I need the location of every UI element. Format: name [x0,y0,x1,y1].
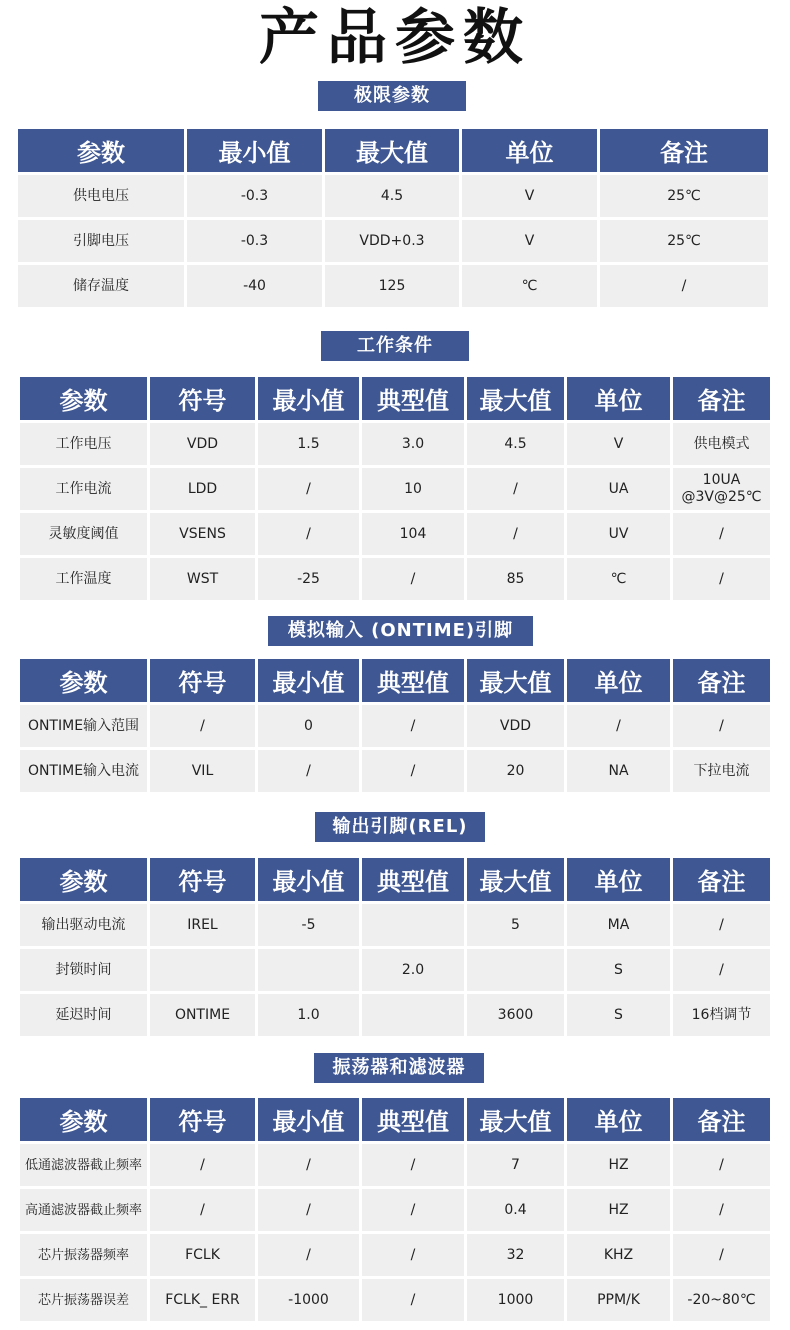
table-cell [362,994,464,1036]
spec-table [17,1095,773,1324]
table-cell: 低通滤波器截止频率 [20,1144,147,1186]
table-cell: VSENS [150,513,255,555]
column-header: 单位 [567,377,670,420]
table-cell: 工作电流 [20,468,147,510]
table-cell: -1000 [258,1279,359,1321]
page-title: 产品参数 [259,3,531,73]
table-cell: 1.0 [258,994,359,1036]
table-cell: / [362,750,464,792]
table-row [20,904,770,946]
table-row [20,1279,770,1321]
table-cell [258,949,359,991]
table-cell: / [673,1189,770,1231]
section-title: 模拟输入 (ONTIME)引脚 [268,616,533,646]
table-cell: / [258,1234,359,1276]
column-header: 符号 [150,1098,255,1141]
table-row [18,220,768,262]
table-cell: IREL [150,904,255,946]
table-cell: ℃ [567,558,670,600]
table-cell: V [462,175,597,217]
table-cell: / [150,1144,255,1186]
table-cell: VDD+0.3 [325,220,459,262]
table-cell: / [150,1189,255,1231]
table-cell: / [362,705,464,747]
table-cell: VDD [467,705,564,747]
table-row [20,994,770,1036]
table-cell [467,949,564,991]
table-cell: 5 [467,904,564,946]
table-header-row [20,1098,770,1141]
table-cell: HZ [567,1189,670,1231]
column-header: 符号 [150,858,255,901]
table-cell: / [467,513,564,555]
table-row [20,1234,770,1276]
column-header: 典型值 [362,377,464,420]
table-cell: WST [150,558,255,600]
spec-table [17,656,773,795]
table-cell: / [567,705,670,747]
table-cell: / [258,750,359,792]
column-header: 最小值 [258,659,359,702]
table-header-row [20,659,770,702]
table-row [20,705,770,747]
table-cell: 供电模式 [673,423,770,465]
column-header: 典型值 [362,659,464,702]
column-header: 最小值 [258,377,359,420]
table-cell: 32 [467,1234,564,1276]
table-cell: / [258,513,359,555]
table-row [20,513,770,555]
table-cell: VDD [150,423,255,465]
column-header: 最小值 [187,129,322,172]
table-cell: / [258,468,359,510]
table-cell: / [673,513,770,555]
table-header-row [18,129,768,172]
table-cell: ℃ [462,265,597,307]
table-cell: / [258,1144,359,1186]
table-cell: 高通滤波器截止频率 [20,1189,147,1231]
table-cell: LDD [150,468,255,510]
column-header: 最小值 [258,858,359,901]
spec-table [17,374,773,603]
spec-table [17,855,773,1039]
table-cell: -20~80℃ [673,1279,770,1321]
table-cell: / [362,1234,464,1276]
table-row [20,949,770,991]
table-cell: 10UA @3V@25℃ [673,468,770,510]
table-cell: 20 [467,750,564,792]
table-cell: UV [567,513,670,555]
table-cell: -40 [187,265,322,307]
table-cell: 芯片振荡器误差 [20,1279,147,1321]
table-cell: / [600,265,768,307]
table-cell: -0.3 [187,220,322,262]
table-cell [362,904,464,946]
table-cell: / [467,468,564,510]
table-cell: S [567,949,670,991]
table-cell: ONTIME输入电流 [20,750,147,792]
column-header: 单位 [462,129,597,172]
table-cell: / [673,705,770,747]
table-cell: UA [567,468,670,510]
table-cell: KHZ [567,1234,670,1276]
table-cell: 25℃ [600,220,768,262]
column-header: 备注 [673,377,770,420]
table-cell: / [362,1279,464,1321]
column-header: 单位 [567,659,670,702]
table-cell: 3600 [467,994,564,1036]
table-cell: 7 [467,1144,564,1186]
table-cell: 0.4 [467,1189,564,1231]
table-cell: FCLK [150,1234,255,1276]
column-header: 典型值 [362,1098,464,1141]
table-cell: 25℃ [600,175,768,217]
table-cell: 1.5 [258,423,359,465]
table-row [20,558,770,600]
column-header: 最大值 [467,377,564,420]
column-header: 参数 [20,659,147,702]
table-cell: 4.5 [467,423,564,465]
table-cell: / [258,1189,359,1231]
table-cell: 输出驱动电流 [20,904,147,946]
table-row [20,1144,770,1186]
table-cell: / [362,1189,464,1231]
column-header: 参数 [20,858,147,901]
column-header: 参数 [20,377,147,420]
table-cell: -25 [258,558,359,600]
table-cell: V [567,423,670,465]
column-header: 符号 [150,659,255,702]
table-cell: FCLK_ ERR [150,1279,255,1321]
table-cell: / [150,705,255,747]
table-cell: / [673,949,770,991]
table-cell: VIL [150,750,255,792]
table-cell: / [673,1144,770,1186]
column-header: 最小值 [258,1098,359,1141]
table-cell: 灵敏度阈值 [20,513,147,555]
table-cell: / [673,904,770,946]
column-header: 备注 [673,1098,770,1141]
table-cell: S [567,994,670,1036]
spec-table [15,126,771,310]
table-cell: 85 [467,558,564,600]
table-cell: 16档调节 [673,994,770,1036]
table-cell: PPM/K [567,1279,670,1321]
table-cell: 104 [362,513,464,555]
column-header: 最大值 [467,659,564,702]
table-cell: -5 [258,904,359,946]
table-cell: V [462,220,597,262]
section-title: 极限参数 [318,81,466,111]
column-header: 备注 [673,659,770,702]
table-cell: 3.0 [362,423,464,465]
column-header: 单位 [567,858,670,901]
table-cell: 125 [325,265,459,307]
table-header-row [20,858,770,901]
column-header: 参数 [20,1098,147,1141]
table-cell: 供电电压 [18,175,184,217]
table-cell [150,949,255,991]
table-cell: / [362,1144,464,1186]
table-cell: 封锁时间 [20,949,147,991]
section-title: 振荡器和滤波器 [314,1053,484,1083]
column-header: 备注 [673,858,770,901]
column-header: 符号 [150,377,255,420]
table-cell: HZ [567,1144,670,1186]
table-cell: 储存温度 [18,265,184,307]
table-cell: 0 [258,705,359,747]
section-title: 输出引脚(REL) [315,812,485,842]
section-title: 工作条件 [321,331,469,361]
table-cell: 工作电压 [20,423,147,465]
table-cell: 1000 [467,1279,564,1321]
column-header: 最大值 [467,858,564,901]
table-cell: ONTIME输入范围 [20,705,147,747]
table-cell: 芯片振荡器频率 [20,1234,147,1276]
table-row [18,175,768,217]
table-cell: 工作温度 [20,558,147,600]
table-row [20,423,770,465]
table-cell: 下拉电流 [673,750,770,792]
table-cell: / [362,558,464,600]
column-header: 备注 [600,129,768,172]
table-row [20,750,770,792]
table-cell: -0.3 [187,175,322,217]
table-cell: NA [567,750,670,792]
table-row [20,1189,770,1231]
table-row [20,468,770,510]
column-header: 单位 [567,1098,670,1141]
table-cell: 引脚电压 [18,220,184,262]
table-cell: / [673,558,770,600]
column-header: 最大值 [325,129,459,172]
table-cell: 10 [362,468,464,510]
table-cell: 2.0 [362,949,464,991]
column-header: 最大值 [467,1098,564,1141]
table-cell: 延迟时间 [20,994,147,1036]
table-row [18,265,768,307]
table-cell: / [673,1234,770,1276]
table-header-row [20,377,770,420]
column-header: 典型值 [362,858,464,901]
table-cell: ONTIME [150,994,255,1036]
table-cell: MA [567,904,670,946]
table-cell: 4.5 [325,175,459,217]
column-header: 参数 [18,129,184,172]
